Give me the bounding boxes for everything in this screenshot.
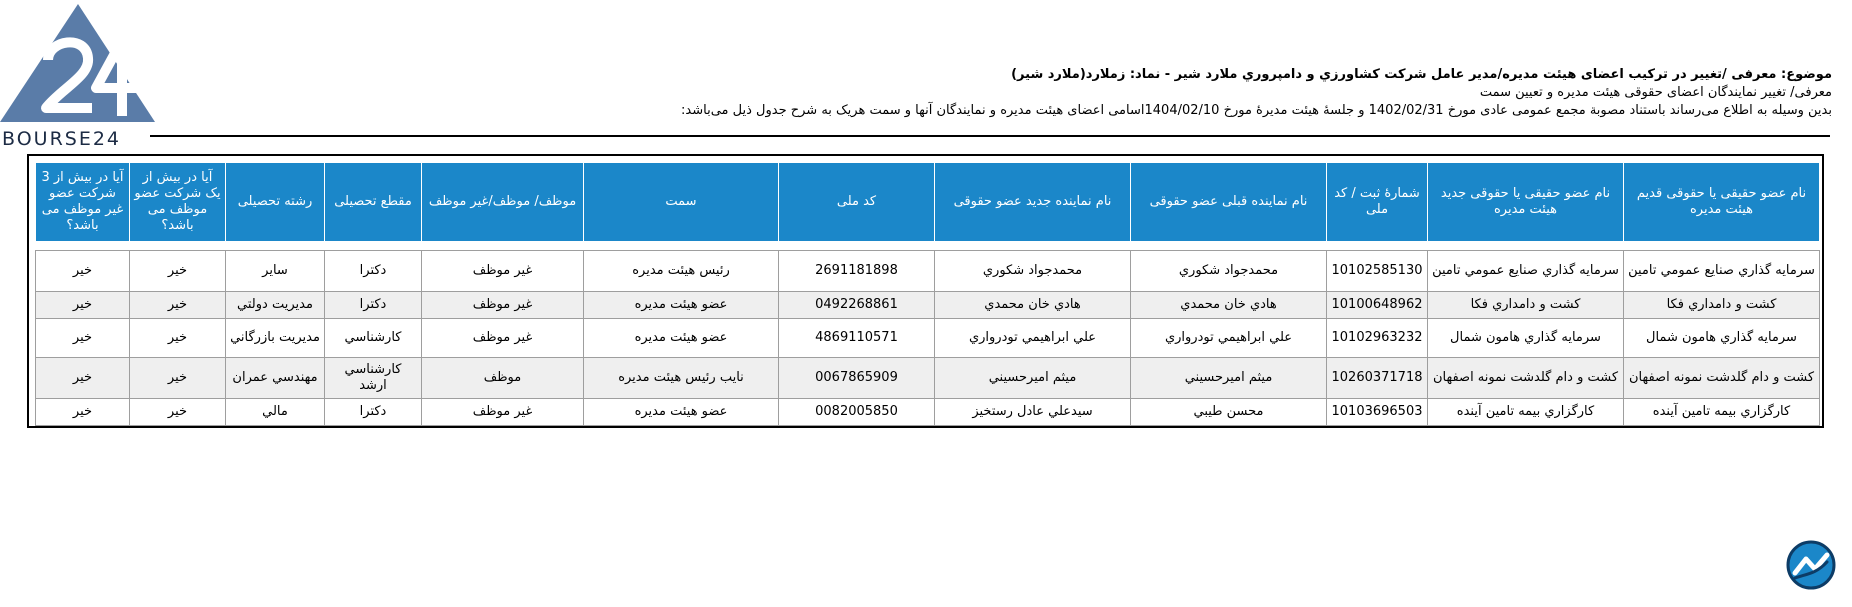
trend-logo-icon [1786,540,1836,590]
table-cell: 0067865909 [779,358,935,399]
header-spacer [36,242,1820,251]
table-cell: غير موظف [422,251,584,292]
announcement-subtitle: معرفی/ تغییر نمایندگان اعضای حقوقی هیئت مدیره و تعیین سمت [1479,85,1832,100]
table-cell: كارشناسي ارشد [325,358,422,399]
table-cell: دكترا [325,292,422,319]
table-cell: غير موظف [422,399,584,426]
table-cell: 4869110571 [779,319,935,358]
column-header-education-level: مقطع تحصیلی [325,163,422,242]
table-cell: خير [36,358,130,399]
column-header-executive-status: موظف/ موظف/غیر موظف [422,163,584,242]
column-header-new-member: نام عضو حقیقی یا حقوقی جدید هیئت مدیره [1428,163,1624,242]
table-cell: هادي خان محمدي [935,292,1131,319]
table-cell: عضو هيئت مديره [584,292,779,319]
table-cell: 10100648962 [1327,292,1428,319]
table-cell: سيدعلي عادل رستخيز [935,399,1131,426]
table-cell: كشت و دام گلدشت نمونه اصفهان [1428,358,1624,399]
column-header-previous-representative: نام نماینده قبلی عضو حقوقی [1131,163,1327,242]
table-cell: علي ابراهيمي تودرواري [935,319,1131,358]
table-cell: مالي [226,399,325,426]
table-cell: غير موظف [422,292,584,319]
table-cell: سرمايه گذاري صنايع عمومي تامين [1428,251,1624,292]
table-cell: عضو هيئت مديره [584,319,779,358]
table-cell: 10102963232 [1327,319,1428,358]
header-divider [150,135,1830,137]
table-row [36,358,1820,399]
table-cell: خير [36,319,130,358]
table-cell: خير [130,358,226,399]
table-cell: محمدجواد شكوري [1131,251,1327,292]
table-cell: دكترا [325,399,422,426]
table-cell: كارگزاري بيمه تامين آينده [1428,399,1624,426]
table-cell: كارشناسي [325,319,422,358]
table-cell: خير [36,399,130,426]
column-header-new-representative: نام نماینده جدید عضو حقوقی [935,163,1131,242]
table-cell: كشت و دامداري فكا [1624,292,1820,319]
table-cell: ساير [226,251,325,292]
table-cell: هادي خان محمدي [1131,292,1327,319]
table-cell: خير [36,251,130,292]
table-cell: كشت و دامداري فكا [1428,292,1624,319]
table-cell: خير [130,399,226,426]
table-cell: خير [130,251,226,292]
table-cell: 2691181898 [779,251,935,292]
table-cell: 10103696503 [1327,399,1428,426]
table-cell: محسن طيبي [1131,399,1327,426]
table-cell: ميثم اميرحسيني [935,358,1131,399]
table-cell: خير [36,292,130,319]
column-header-multi-executive: آیا در بیش از یک شرکت عضو موظف می باشد؟ [130,163,226,242]
table-cell: محمدجواد شكوري [935,251,1131,292]
header-spacer-cell [36,242,1820,251]
column-header-national-code: کد ملی [779,163,935,242]
table-cell: عضو هيئت مديره [584,399,779,426]
board-members-table [35,162,1820,426]
announcement-header [472,66,1832,120]
table-row [36,319,1820,358]
table-cell: رئيس هيئت مديره [584,251,779,292]
table-cell: نايب رئيس هيئت مديره [584,358,779,399]
table-row [36,292,1820,319]
trend-logo [1786,540,1836,590]
table-cell: خير [130,319,226,358]
table-cell: خير [130,292,226,319]
logo-wordmark: BOURSE24 [2,128,122,150]
table-cell: سرمايه گذاري هامون شمال [1624,319,1820,358]
table-cell: 0082005850 [779,399,935,426]
announcement-title: موضوع: معرفی /تغییر در ترکیب اعضای هیئت مدیره/مدیر عامل شرکت کشاورزي و دامپروري ملارد شير - نماد: زملارد(ملارد شير) [1011,67,1832,82]
announcement-description: بدین وسیله به اطلاع می‌رساند باستناد مصوبة مجمع عمومی عادی مورخ 1402/02/31 و جلسهٔ هیئت مدیرهٔ مورخ 1404/02/10اسامی اعضای هیئت مدیره و نمایندگان آنها و سمت هریک به شرح جدول ذیل می‌باشد: [681,103,1832,118]
table-cell: مديريت بازرگاني [226,319,325,358]
bourse24-logo [0,4,155,150]
table-cell: كارگزاري بيمه تامين آينده [1624,399,1820,426]
table-cell: 10102585130 [1327,251,1428,292]
column-header-position: سمت [584,163,779,242]
table-cell: 10260371718 [1327,358,1428,399]
bourse24-logo-icon [0,4,155,134]
table-cell: سرمايه گذاري صنايع عمومي تامين [1624,251,1820,292]
board-members-frame [27,154,1824,428]
column-header-registration-id: شمارهٔ ثبت / کد ملی [1327,163,1428,242]
table-cell: كشت و دام گلدشت نمونه اصفهان [1624,358,1820,399]
table-cell: علي ابراهيمي تودرواري [1131,319,1327,358]
column-header-multi-nonexecutive: آیا در بیش از 3 شرکت عضو غیر موظف می باشد؟ [36,163,130,242]
table-cell: ميثم اميرحسيني [1131,358,1327,399]
table-row [36,251,1820,292]
table-cell: سرمايه گذاري هامون شمال [1428,319,1624,358]
table-cell: مديريت دولتي [226,292,325,319]
table-cell: غير موظف [422,319,584,358]
table-header-row [36,163,1820,242]
table-cell: 0492268861 [779,292,935,319]
table-cell: دكترا [325,251,422,292]
table-cell: موظف [422,358,584,399]
column-header-old-member: نام عضو حقیقی یا حقوقی قدیم هیئت مدیره [1624,163,1820,242]
column-header-field-of-study: رشته تحصیلی [226,163,325,242]
table-row [36,399,1820,426]
table-cell: مهندسي عمران [226,358,325,399]
